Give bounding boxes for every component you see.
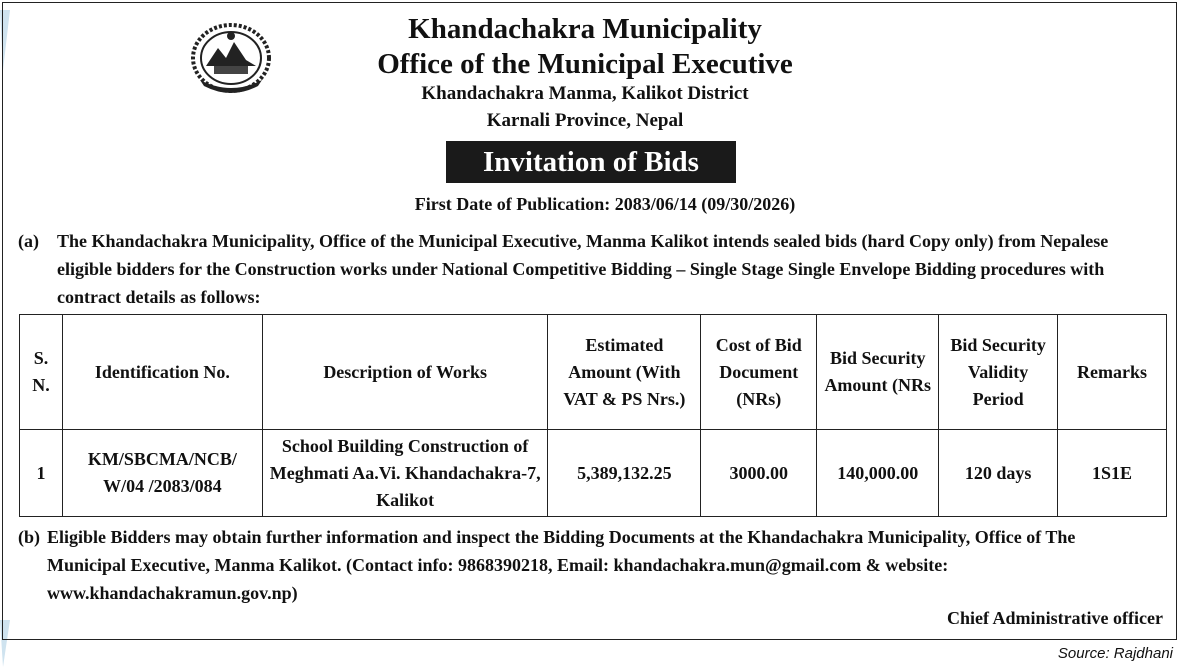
header-description: Description of Works [262,315,548,430]
bid-details-table [19,314,1167,517]
municipality-emblem-icon [188,22,274,94]
cell-cost-of-bid-document: 3000.00 [701,430,817,517]
table-row [20,430,1167,517]
para-a-marker: (a) [18,231,39,251]
header-estimated-amount: Estimated Amount (With VAT & PS Nrs.) [548,315,701,430]
office-name: Office of the Municipal Executive [377,48,793,80]
para-b-text: Eligible Bidders may obtain further information and inspect the Bidding Documents at the Khandachakra Municipality, Office of The Municipal Executive, Manma Kalikot. (Contact info: 9868390218, Email: khandachakra.mun@gmail.com & website: www.khandachakramun.gov.np) [47,527,1076,603]
para-b-marker: (b) [18,527,40,547]
address-line-2: Karnali Province, Nepal [486,110,684,131]
source-credit: Source: Rajdhani [1057,645,1173,662]
cell-bid-security-amount: 140,000.00 [817,430,939,517]
header-remarks: Remarks [1058,315,1167,430]
municipality-name: Khandachakra Municipality [408,13,762,45]
signatory-title: Chief Administrative officer [947,608,1163,628]
cell-sn: 1 [20,430,63,517]
cell-description: School Building Construction of Meghmati Aa.Vi. Khandachakra-7, Kalikot [262,430,548,517]
cell-identification: KM/SBCMA/NCB/ W/04 /2083/084 [62,430,262,517]
publication-date: First Date of Publication: 2083/06/14 (09/30/2026) [414,194,796,214]
cell-estimated-amount: 5,389,132.25 [548,430,701,517]
header-cost-of-bid-document: Cost of Bid Document (NRs) [701,315,817,430]
notice-title: Invitation of Bids [446,141,736,183]
cell-remarks: 1S1E [1058,430,1167,517]
cell-bid-security-validity: 120 days [939,430,1058,517]
para-a-text: The Khandachakra Municipality, Office of the Municipal Executive, Manma Kalikot intends sealed bids (hard Copy only) from Nepalese eligible bidders for the Construction works under National Competitive Bidding – Single Stage Single Envelope Bidding procedures with contract details as follows: [57,231,1109,307]
address-line-1: Khandachakra Manma, Kalikot District [421,83,749,104]
header-bid-security-amount: Bid Security Amount (NRs [817,315,939,430]
header-identification: Identification No. [62,315,262,430]
header-sn: S. N. [20,315,63,430]
table-header-row [20,315,1167,430]
header-bid-security-validity: Bid Security Validity Period [939,315,1058,430]
